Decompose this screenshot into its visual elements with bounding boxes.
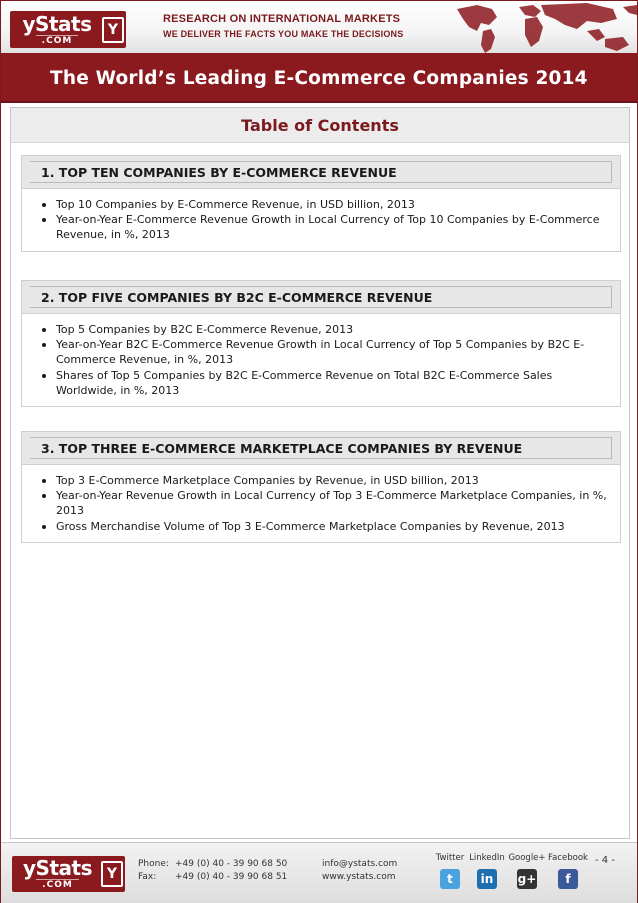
section-title: 1. TOP TEN COMPANIES BY E-COMMERCE REVENUE (41, 165, 397, 180)
toc-item: Year-on-Year Revenue Growth in Local Currency of Top 3 E-Commerce Marketplace Companies, in %, 2013 (38, 488, 608, 518)
logo-word: yStats (22, 11, 92, 36)
toc-item: Top 10 Companies by E-Commerce Revenue, in USD billion, 2013 (38, 197, 608, 212)
page-number: - 4 - (595, 855, 615, 866)
contact-values (175, 858, 287, 884)
ystats-logo[interactable] (10, 11, 126, 48)
logo-word: yStats (23, 856, 92, 880)
fax-number: +49 (0) 40 - 39 90 68 51 (175, 872, 288, 882)
toc-item: Top 3 E-Commerce Marketplace Companies by Revenue, in USD billion, 2013 (38, 473, 608, 488)
toc-title: Table of Contents (241, 115, 399, 135)
toc-section-3 (21, 431, 621, 543)
tagline (163, 13, 403, 39)
header (1, 1, 637, 53)
fax-label: Fax: (138, 872, 157, 882)
social-label: Google+ (508, 853, 546, 863)
page-title: The World’s Leading E-Commerce Companies 2014 (50, 67, 588, 89)
contact-web (322, 858, 397, 884)
twitter-icon: t (440, 869, 460, 889)
toc-section-1 (21, 155, 621, 252)
world-map-graphic (437, 1, 637, 53)
logo-mark: Y (101, 861, 123, 887)
social-google-plus[interactable] (505, 853, 549, 889)
toc-item: Top 5 Companies by B2C E-Commerce Revenue, 2013 (38, 322, 608, 337)
toc-item: Gross Merchandise Volume of Top 3 E-Commerce Marketplace Companies by Revenue, 2013 (38, 519, 608, 534)
footer (1, 842, 637, 903)
section-title: 2. TOP FIVE COMPANIES BY B2C E-COMMERCE REVENUE (41, 290, 433, 305)
social-label: LinkedIn (469, 853, 505, 863)
section-title: 3. TOP THREE E-COMMERCE MARKETPLACE COMPANIES BY REVENUE (41, 441, 523, 456)
logo-sub: .COM (36, 879, 79, 890)
social-label: Facebook (548, 853, 588, 863)
section-items (38, 197, 608, 243)
linkedin-icon: in (477, 869, 497, 889)
content-area (10, 107, 630, 839)
social-facebook[interactable] (546, 853, 590, 889)
social-label: Twitter (435, 853, 465, 863)
section-header (22, 432, 620, 465)
logo-sub: .COM (36, 35, 79, 46)
footer-ystats-logo[interactable] (12, 856, 125, 892)
toc-item: Shares of Top 5 Companies by B2C E-Commerce Revenue on Total B2C E-Commerce Sales Worldwide, in %, 2013 (38, 368, 608, 398)
tagline-line2: WE DELIVER THE FACTS YOU MAKE THE DECISIONS (163, 29, 404, 39)
logo-mark: Y (102, 17, 124, 43)
phone-number: +49 (0) 40 - 39 90 68 50 (175, 859, 288, 869)
section-header (22, 156, 620, 189)
email-link[interactable]: info@ystats.com (322, 859, 398, 869)
toc-item: Year-on-Year E-Commerce Revenue Growth in Local Currency of Top 10 Companies by E-Commerce Revenue, in %, 2013 (38, 212, 608, 242)
toc-item: Year-on-Year B2C E-Commerce Revenue Growth in Local Currency of Top 5 Companies by B2C E-Commerce Revenue, in %, 2013 (38, 337, 608, 367)
tagline-line1: RESEARCH ON INTERNATIONAL MARKETS (163, 13, 401, 25)
contact-labels (138, 858, 169, 884)
facebook-icon: f (558, 869, 578, 889)
toc-header (11, 108, 629, 143)
website-link[interactable]: www.ystats.com (322, 872, 396, 882)
section-header (22, 281, 620, 314)
phone-label: Phone: (138, 859, 169, 869)
title-bar (1, 53, 637, 103)
toc-section-2 (21, 280, 621, 407)
section-items (38, 473, 608, 534)
social-linkedin[interactable] (465, 853, 509, 889)
section-items (38, 322, 608, 398)
google-plus-icon: g+ (517, 869, 537, 889)
